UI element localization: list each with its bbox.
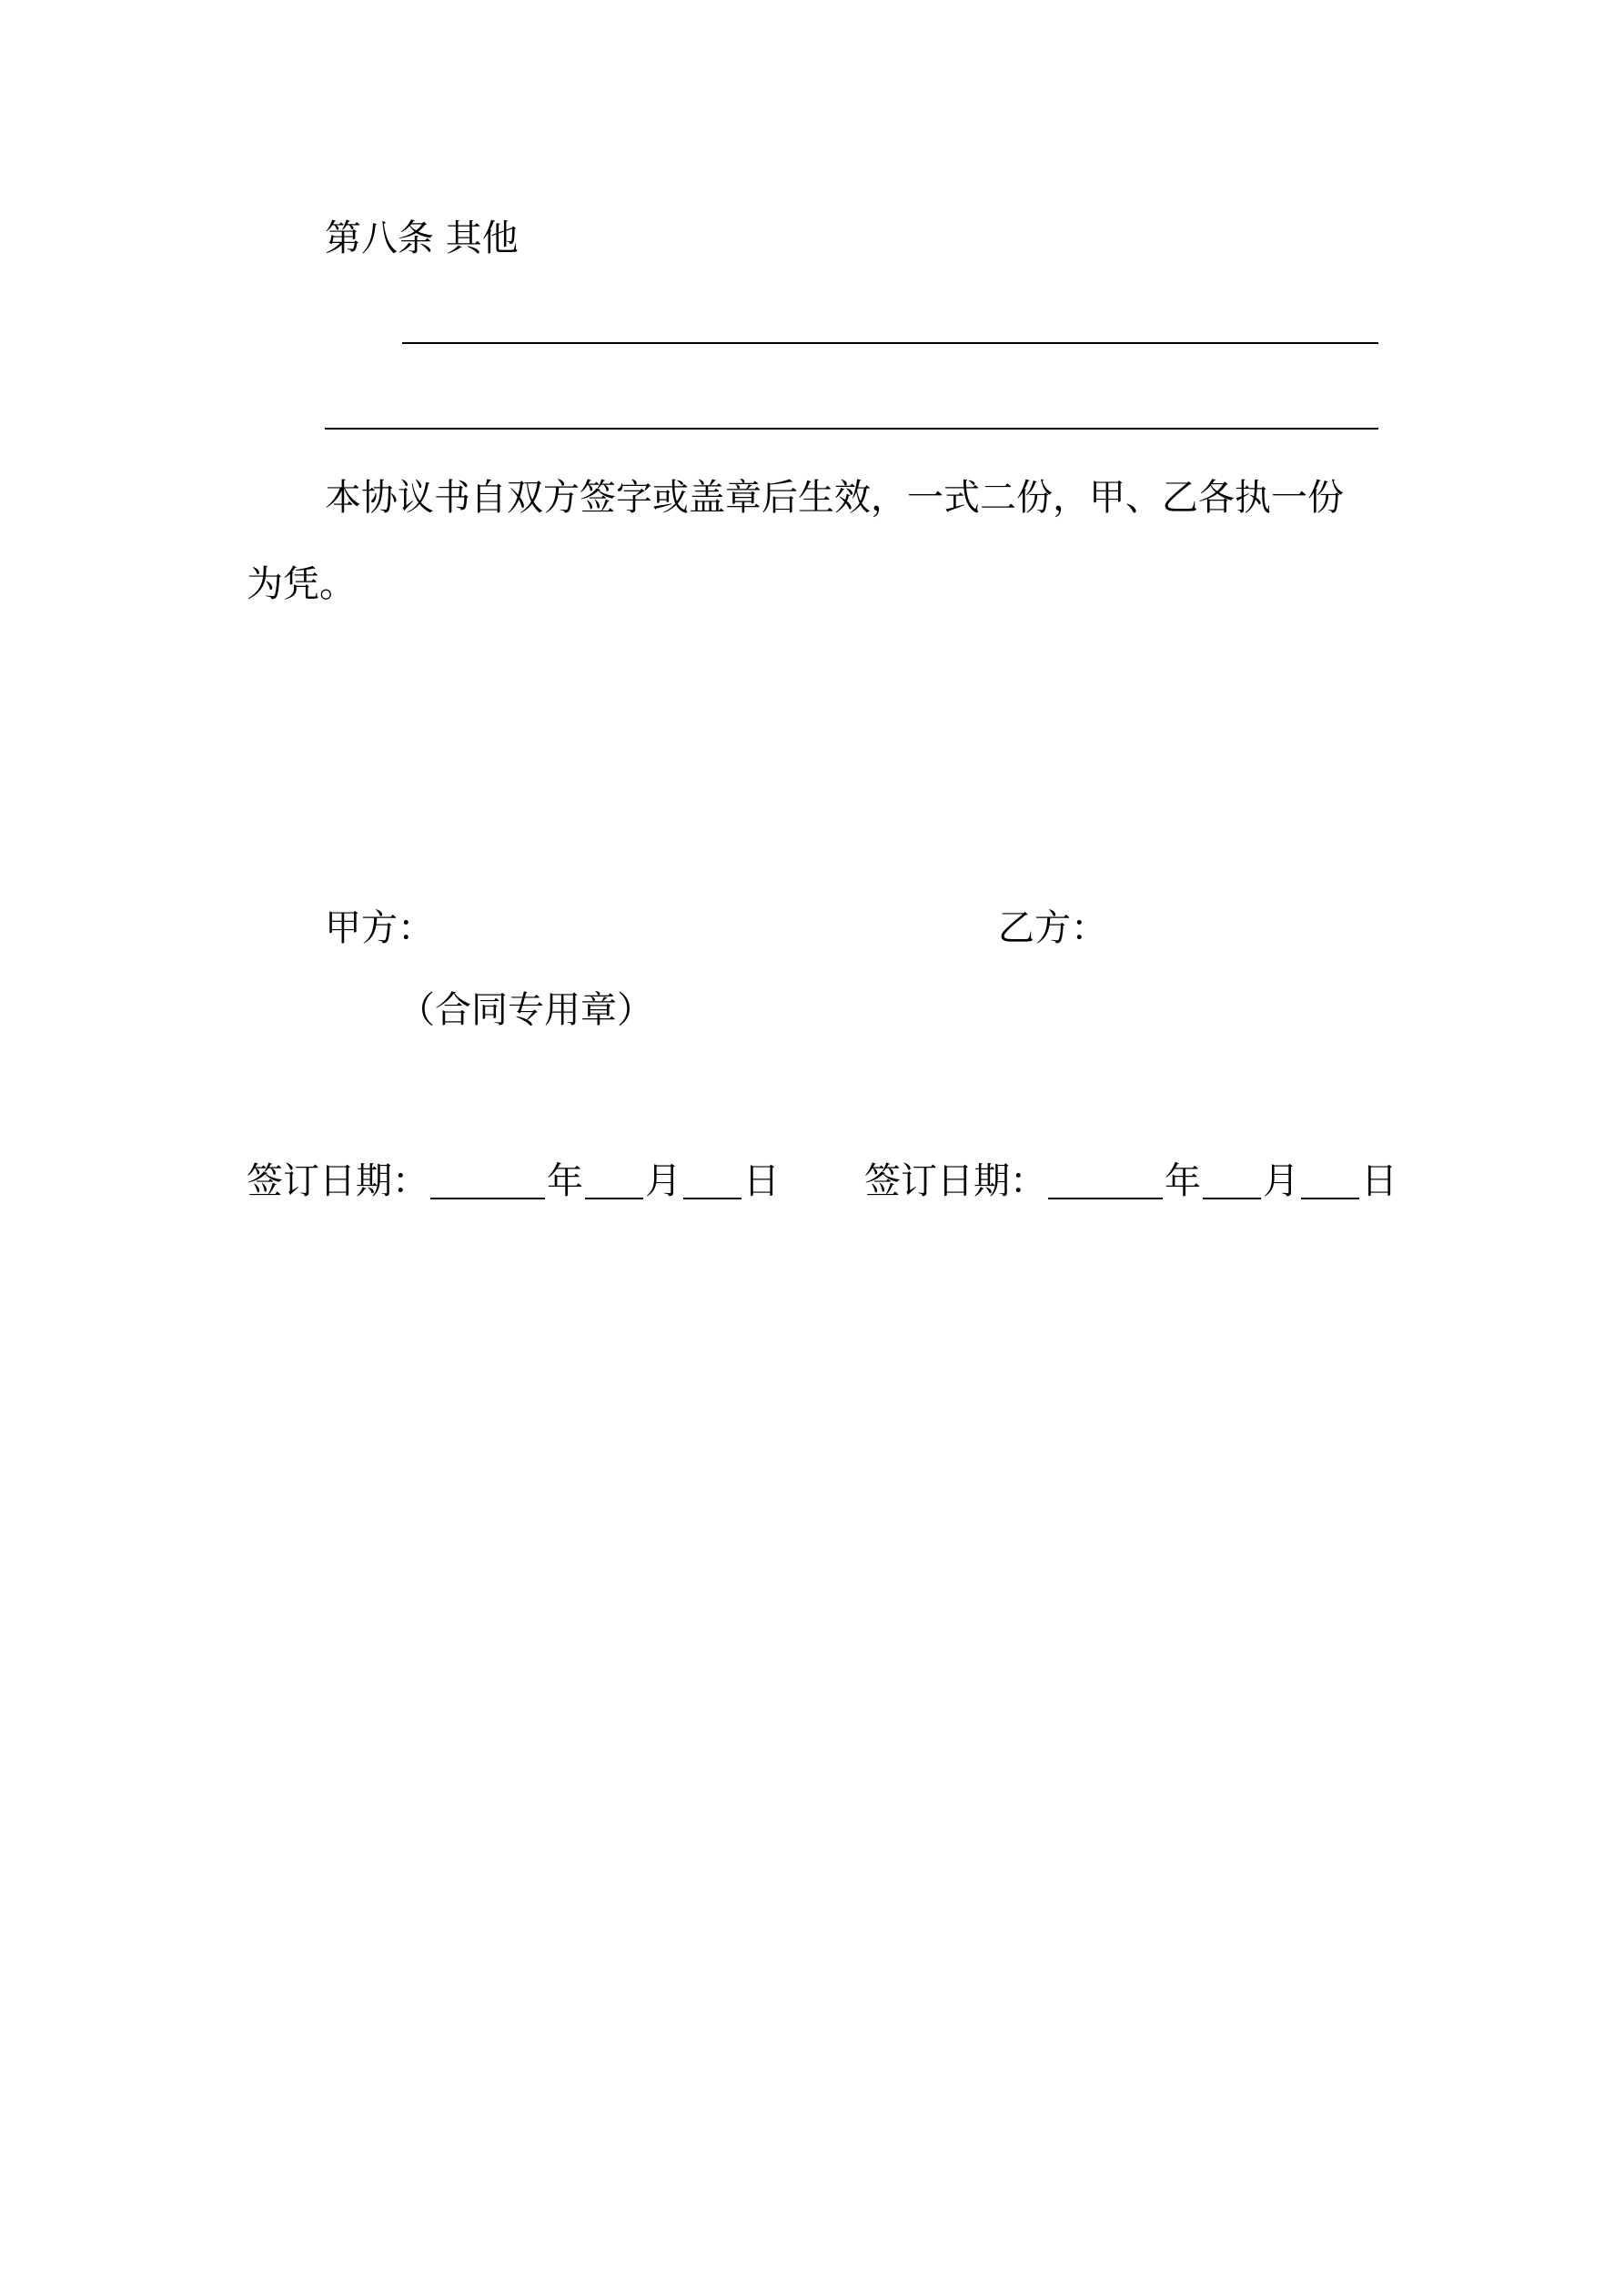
year-unit: 年 (1165, 1160, 1201, 1202)
year-blank (430, 1165, 545, 1199)
day-blank (683, 1165, 741, 1199)
party-a-signing-date (247, 1160, 780, 1202)
signing-date-label: 签订日期： (864, 1160, 1046, 1202)
article-heading: 第八条 其他 (325, 217, 519, 259)
signing-date-label: 签订日期： (247, 1160, 429, 1202)
seal-note: （合同专用章） (398, 989, 653, 1031)
fill-in-line-1 (402, 342, 1378, 344)
body-paragraph-line-1: 本协议书自双方签字或盖章后生效，一式二份，甲、乙各执一份 (325, 477, 1344, 519)
year-unit: 年 (547, 1160, 583, 1202)
party-b-label: 乙方： (998, 907, 1107, 949)
day-unit: 日 (1361, 1160, 1397, 1202)
day-unit: 日 (743, 1160, 780, 1202)
month-unit: 月 (645, 1160, 681, 1202)
body-paragraph-line-2: 为凭。 (247, 563, 356, 605)
month-unit: 月 (1263, 1160, 1299, 1202)
party-a-label: 甲方： (325, 907, 434, 949)
year-blank (1048, 1165, 1163, 1199)
month-blank (585, 1165, 643, 1199)
day-blank (1301, 1165, 1359, 1199)
fill-in-line-2 (325, 428, 1378, 430)
month-blank (1203, 1165, 1261, 1199)
party-b-signing-date (864, 1160, 1397, 1202)
